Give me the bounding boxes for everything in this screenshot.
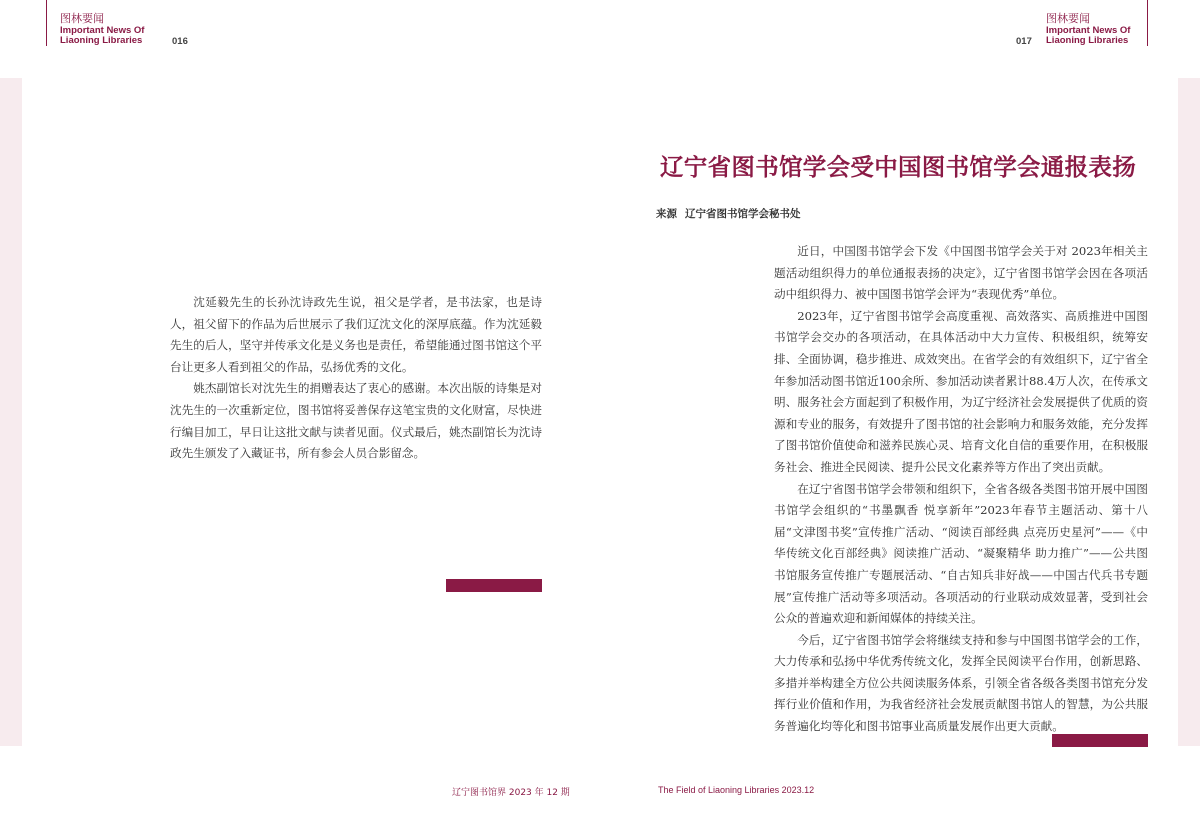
article-title: 辽宁省图书馆学会受中国图书馆学会通报表扬	[660, 153, 1136, 181]
decorative-bar-right	[1052, 734, 1148, 747]
header-right-section-en	[1046, 26, 1130, 45]
page-number-left: 016	[172, 36, 188, 47]
footer-right: The Field of Liaoning Libraries 2023.12	[658, 785, 815, 795]
header-left-en-line2: Liaoning Libraries	[60, 34, 143, 46]
right-paragraph: 今后，辽宁省图书馆学会将继续支持和参与中国图书馆学会的工作，大力传承和弘扬中华优秀传统文化，发挥全民阅读平台作用，创新思路、多措并举构建全方位公共阅读服务体系，引领全省各级各类图书馆充分发挥行业价值和作用，为我省经济社会发展贡献图书馆人的智慧，为公共服务普遍化均等化和图书馆事业高质量发展作出更大贡献。	[774, 632, 1148, 734]
header-right	[1016, 0, 1148, 46]
article-source	[656, 206, 809, 221]
left-article-body	[170, 292, 542, 465]
header-left-section-cn: 图林要闻	[60, 12, 104, 25]
right-paragraph: 2023年，辽宁省图书馆学会高度重视、高效落实、高质推进中国图书馆学会交办的各项活动，在具体活动中大力宣传、积极组织，统筹安排、全面协调，稳步推进、成效突出。在省学会的有效组织下，辽宁省全年参加活动图书馆近100余所、参加活动读者累计88.4万人次，在传承文明、服务社会方面起到了积极作用，为辽宁经济社会发展提供了优质的资源和专业的服务，有效提升了图书馆的社会影响力和服务效能，充分发挥了图书馆价值使命和滋养民族心灵、培育文化自信的重要作用，在积极服务社会、推进全民阅读、提升公民文化素养等方作出了突出贡献。	[774, 308, 1148, 474]
right-paragraph: 近日，中国图书馆学会下发《中国图书馆学会关于对 2023年相关主题活动组织得力的单位通报表扬的决定》，辽宁省图书馆学会因在各项活动中组织得力、被中国图书馆学会评为“表现优秀”单位。	[774, 244, 1148, 302]
header-right-box	[1046, 0, 1148, 46]
header-left	[46, 0, 198, 46]
header-left-en-line1: Important News Of	[60, 25, 145, 36]
right-article-body	[774, 241, 1148, 738]
page-number-right: 017	[1016, 36, 1032, 47]
right-page	[600, 78, 1178, 746]
left-paragraph: 沈延毅先生的长孙沈诗政先生说，祖父是学者，是书法家，也是诗人，祖父留下的作品为后世展示了我们辽沈文化的深厚底蕴。作为沈延毅先生的后人，坚守并传承文化是义务也是责任，希望能通过图书馆这个平台让更多人看到祖父的作品，弘扬优秀的文化。	[170, 295, 542, 374]
right-paragraph: 在辽宁省图书馆学会带领和组织下，全省各级各类图书馆开展中国图书馆学会组织的“书墨飘香 悦享新年”2023年春节主题活动、第十八届“文津图书奖”宣传推广活动、“阅读百部经典 点亮历史星河”——《中华传统文化百部经典》阅读推广活动、“凝聚精华 助力推广”——公共图书馆服务宣传推广专题展活动、“自古知兵非好战——中国古代兵书专题展”宣传推广活动等多项活动。各项活动的行业联动成效显著，受到社会公众的普遍欢迎和新闻媒体的持续关注。	[774, 481, 1148, 626]
header-right-section-cn: 图林要闻	[1046, 12, 1090, 25]
left-page	[22, 78, 600, 746]
header-left-section-en	[60, 26, 144, 45]
header-right-en-line2: Liaoning Libraries	[1046, 34, 1129, 46]
source-value: 辽宁省图书馆学会秘书处	[685, 208, 801, 220]
footer-left: 辽宁图书馆界 2023 年 12 期	[452, 788, 570, 798]
source-label: 来源	[656, 208, 677, 220]
decorative-bar-left	[446, 579, 542, 592]
left-paragraph: 姚杰副馆长对沈先生的捐赠表达了衷心的感谢。本次出版的诗集是对沈先生的一次重新定位，图书馆将妥善保存这笔宝贵的文化财富，尽快进行编目加工，早日让这批文献与读者见面。仪式最后，姚杰副馆长为沈诗政先生颁发了入藏证书，所有参会人员合影留念。	[170, 381, 542, 461]
header-right-en-line1: Important News Of	[1046, 25, 1131, 36]
